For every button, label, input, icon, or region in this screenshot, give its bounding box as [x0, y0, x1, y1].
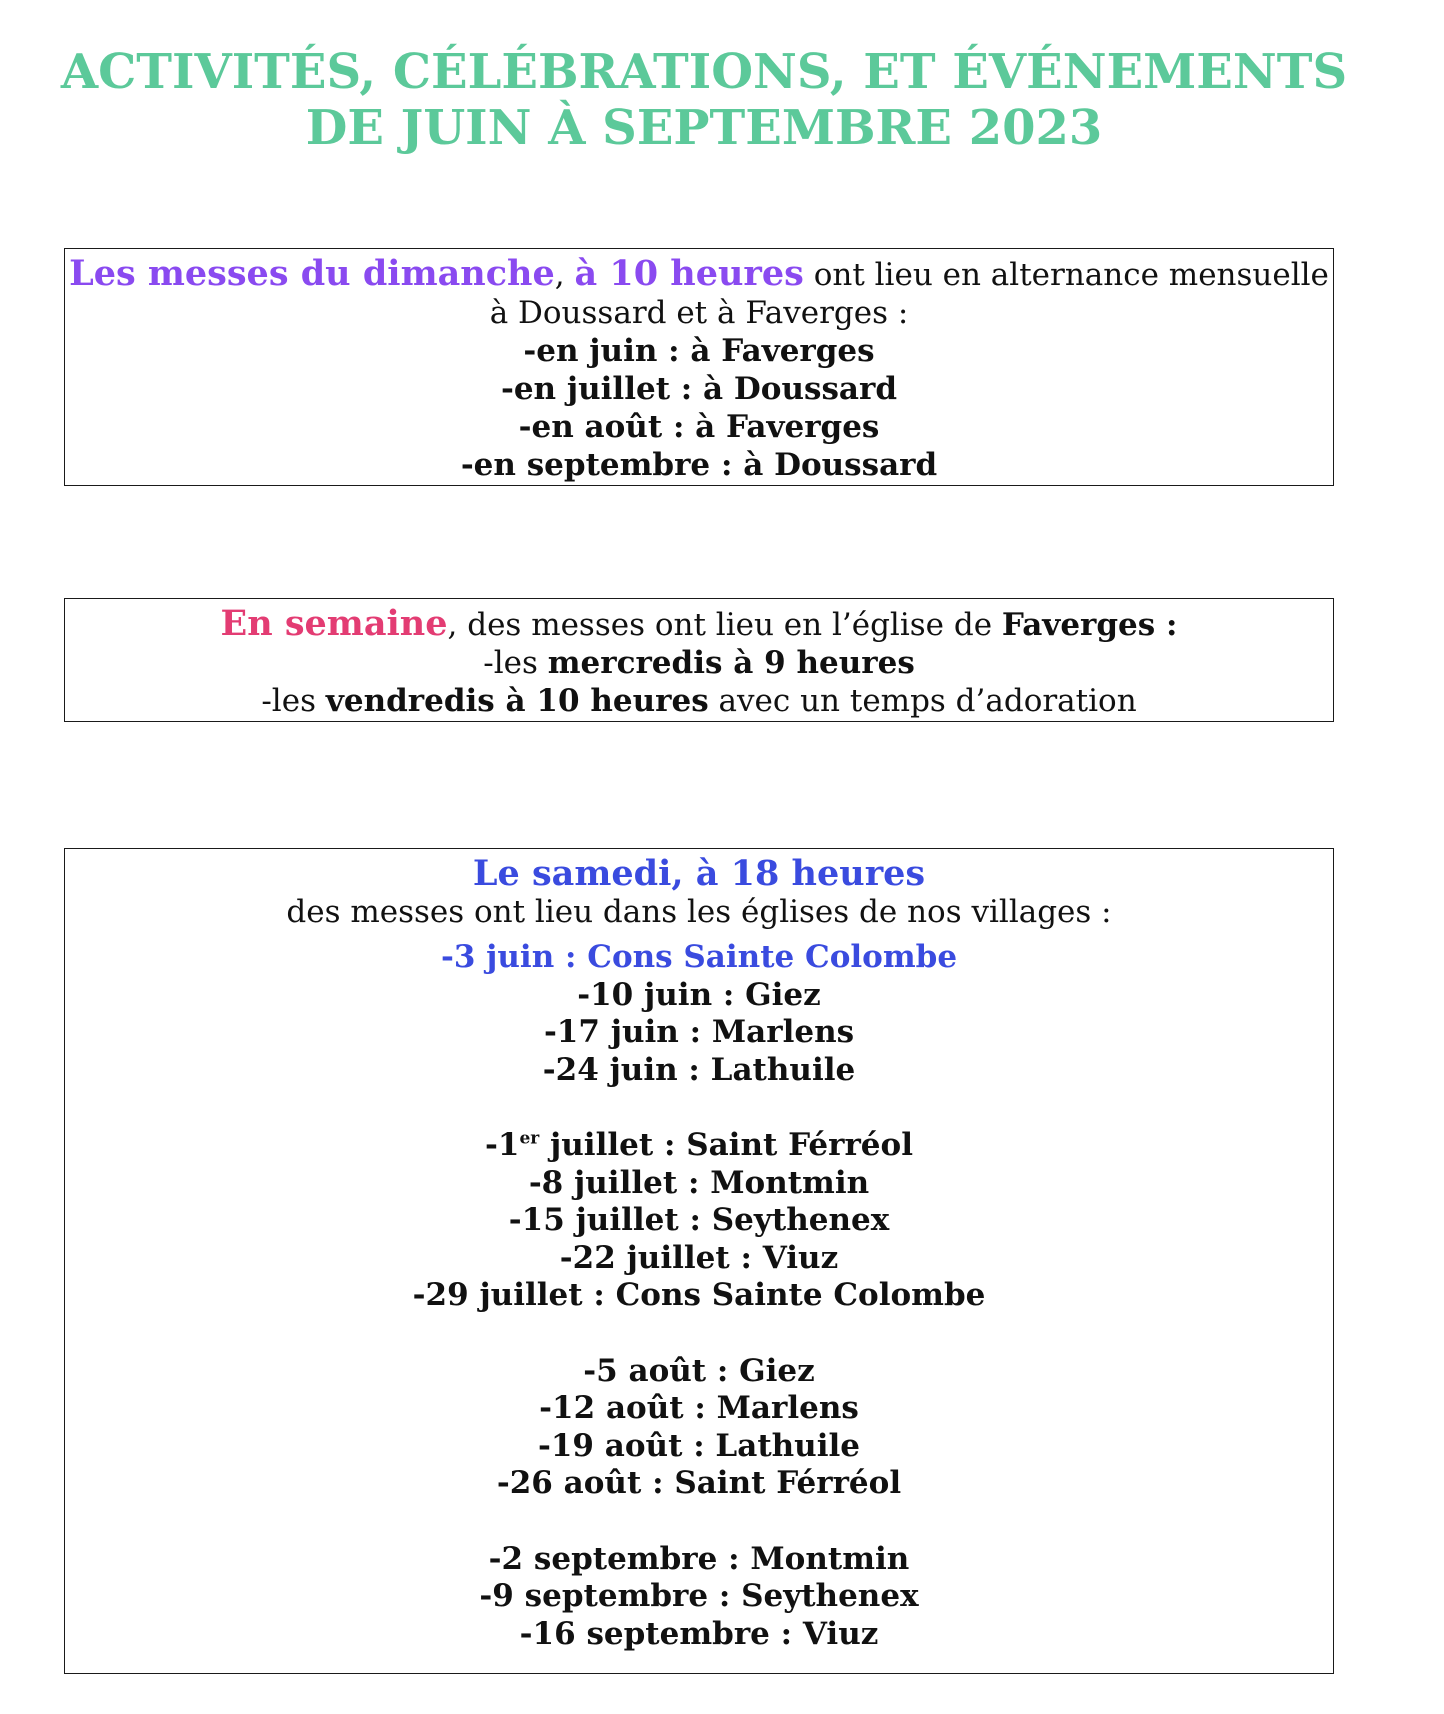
- weekday-wednesday: [65, 644, 1333, 682]
- sunday-heading: Les messes du dimanche: [69, 253, 555, 294]
- saturday-item: -9 septembre : Seythenex: [479, 1578, 919, 1614]
- saturday-item: -8 juillet : Montmin: [528, 1164, 870, 1201]
- sunday-item: -en août : à Faverges: [518, 409, 880, 445]
- saturday-item: -17 juin : Marlens: [543, 1014, 855, 1050]
- saturday-heading: Le samedi, à 18 heures: [472, 853, 926, 894]
- saturday-masses-box: [64, 848, 1334, 1674]
- saturday-item: [65, 1127, 1333, 1165]
- sunday-time: à 10 heures: [574, 253, 804, 294]
- friday-prefix: -les: [261, 683, 316, 719]
- saturday-item: -2 septembre : Montmin: [488, 1540, 910, 1577]
- sunday-item: -en septembre : à Doussard: [460, 447, 938, 483]
- weekday-intro-line: [65, 605, 1333, 644]
- weekday-text: , des messes ont lieu en l’église de: [447, 607, 993, 643]
- sunday-intro-line: [65, 255, 1333, 294]
- saturday-item: -12 août : Marlens: [539, 1390, 859, 1426]
- weekday-place: Faverges :: [1001, 607, 1178, 643]
- sunday-comma: ,: [554, 257, 565, 293]
- sunday-item: -en juillet : à Doussard: [500, 371, 898, 407]
- sunday-item: -en juin : à Faverges: [523, 333, 875, 369]
- july-first-rest: juillet : Saint Férréol: [539, 1127, 913, 1163]
- saturday-item: -5 août : Giez: [583, 1352, 815, 1389]
- sunday-masses-box: [64, 248, 1334, 486]
- july-first-sup: er: [519, 1128, 540, 1149]
- saturday-item: -10 juin : Giez: [577, 976, 821, 1013]
- title-line-2: DE JUIN À SEPTEMBRE 2023: [305, 100, 1103, 156]
- saturday-item: -26 août : Saint Férréol: [496, 1465, 902, 1501]
- july-first-day: -1: [485, 1127, 520, 1163]
- weekday-heading: En semaine: [220, 603, 448, 644]
- friday-time: vendredis à 10 heures: [325, 683, 709, 719]
- weekday-masses-box: [64, 598, 1334, 722]
- saturday-item: -24 juin : Lathuile: [542, 1051, 856, 1088]
- saturday-item: -3 juin : Cons Sainte Colombe: [440, 939, 958, 975]
- wednesday-prefix: -les: [483, 645, 538, 681]
- saturday-item: -22 juillet : Viuz: [559, 1239, 839, 1276]
- saturday-subtitle: des messes ont lieu dans les églises de nos villages :: [286, 894, 1112, 930]
- wednesday-time: mercredis à 9 heures: [547, 645, 915, 681]
- sunday-rest: ont lieu en alternance mensuelle: [813, 257, 1329, 293]
- saturday-item: -29 juillet : Cons Sainte Colombe: [412, 1277, 986, 1313]
- friday-rest: avec un temps d’adoration: [718, 683, 1137, 719]
- page-title: [0, 44, 1408, 156]
- weekday-friday: [65, 682, 1333, 720]
- saturday-item: -15 juillet : Seythenex: [508, 1202, 890, 1238]
- saturday-item: -16 septembre : Viuz: [519, 1615, 879, 1652]
- sunday-places: à Doussard et à Faverges :: [489, 295, 909, 331]
- saturday-item: -19 août : Lathuile: [537, 1427, 860, 1464]
- title-line-1: ACTIVITÉS, CÉLÉBRATIONS, ET ÉVÉNEMENTS: [60, 44, 1348, 100]
